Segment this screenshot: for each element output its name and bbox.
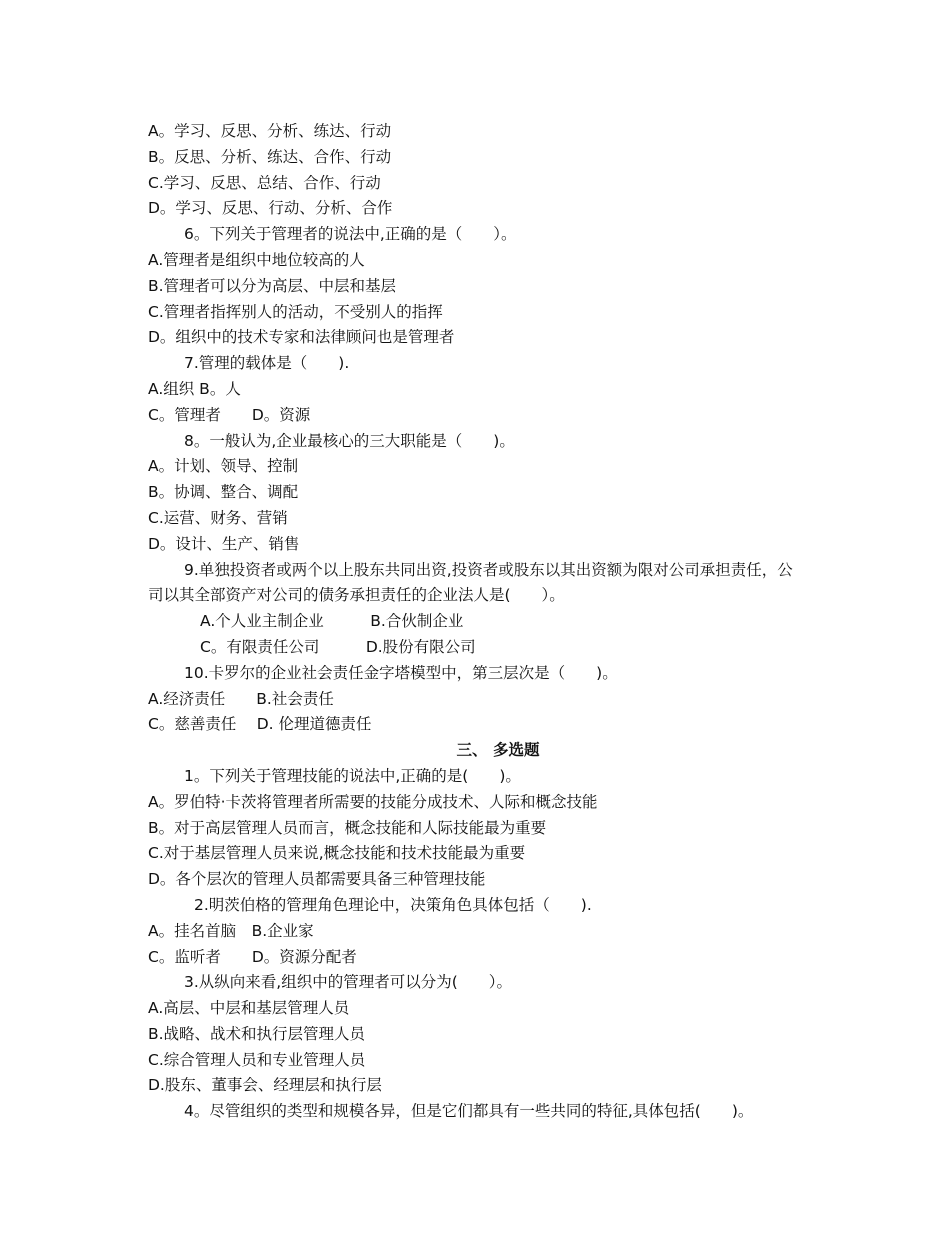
document-body (148, 119, 828, 1125)
option-text: A.经济责任 B.社会责任 (148, 689, 334, 708)
section-heading: 三、 多选题 (456, 741, 540, 760)
option-text: C.学习、反思、总结、合作、行动 (148, 173, 381, 192)
question-8: 8。一般认为,企业最核心的三大职能是（ )。 (184, 431, 515, 450)
option-text: D.股东、董事会、经理层和执行层 (148, 1076, 382, 1095)
option-text: C.管理者指挥别人的活动，不受别人的指挥 (148, 302, 443, 321)
option-text: A。学习、反思、分析、练达、行动 (148, 122, 392, 140)
option-text: C.运营、财务、营销 (148, 508, 288, 527)
option-text: A.个人业主制企业 B.合伙制企业 (200, 612, 464, 631)
option-text: A.管理者是组织中地位较高的人 (148, 250, 365, 269)
option-text: A。挂名首脑 B.企业家 (148, 921, 314, 940)
option-text: D。组织中的技术专家和法律顾问也是管理者 (148, 328, 455, 347)
option-text: C.对于基层管理人员来说,概念技能和技术技能最为重要 (148, 844, 526, 863)
question-9: 9.单独投资者或两个以上股东共同出资,投资者或股东以其出资额为限对公司承担责任，公司以其全部资产对公司的债务承担责任的企业法人是( ）。 (148, 560, 793, 605)
option-text: B。反思、分析、练达、合作、行动 (148, 147, 392, 166)
option-text: A。罗伯特·卡茨将管理者所需要的技能分成技术、人际和概念技能 (148, 792, 598, 811)
option-text: D。各个层次的管理人员都需要具备三种管理技能 (148, 870, 486, 889)
option-text: A.组织 B。人 (148, 379, 241, 398)
option-text: C。慈善责任 D. 伦理道德责任 (148, 715, 372, 734)
option-text: D。设计、生产、销售 (148, 534, 300, 553)
question-7: 7.管理的载体是（ ). (184, 354, 350, 373)
question-1: 1。下列关于管理技能的说法中,正确的是( )。 (184, 766, 521, 785)
option-text: C.综合管理人员和专业管理人员 (148, 1050, 366, 1069)
question-10: 10.卡罗尔的企业社会责任金字塔模型中，第三层次是（ )。 (184, 663, 618, 682)
option-text: C。监听者 D。资源分配者 (148, 947, 357, 966)
option-text: A.高层、中层和基层管理人员 (148, 999, 350, 1018)
option-text: A。计划、领导、控制 (148, 457, 299, 476)
option-text: B.管理者可以分为高层、中层和基层 (148, 276, 397, 295)
option-text: C。管理者 D。资源 (148, 405, 311, 424)
option-text: B。对于高层管理人员而言，概念技能和人际技能最为重要 (148, 818, 547, 837)
question-4: 4。尽管组织的类型和规模各异，但是它们都具有一些共同的特征,具体包括( )。 (184, 1102, 754, 1121)
option-text: B。协调、整合、调配 (148, 483, 299, 502)
question-6: 6。下列关于管理者的说法中,正确的是（ ）。 (184, 225, 517, 244)
question-2: 2.明茨伯格的管理角色理论中，决策角色具体包括（ ). (194, 895, 592, 914)
option-text: C。有限责任公司 D.股份有限公司 (200, 637, 476, 656)
option-text: D。学习、反思、行动、分析、合作 (148, 199, 393, 218)
question-3: 3.从纵向来看,组织中的管理者可以分为( ）。 (184, 973, 513, 992)
option-text: B.战略、战术和执行层管理人员 (148, 1024, 366, 1043)
